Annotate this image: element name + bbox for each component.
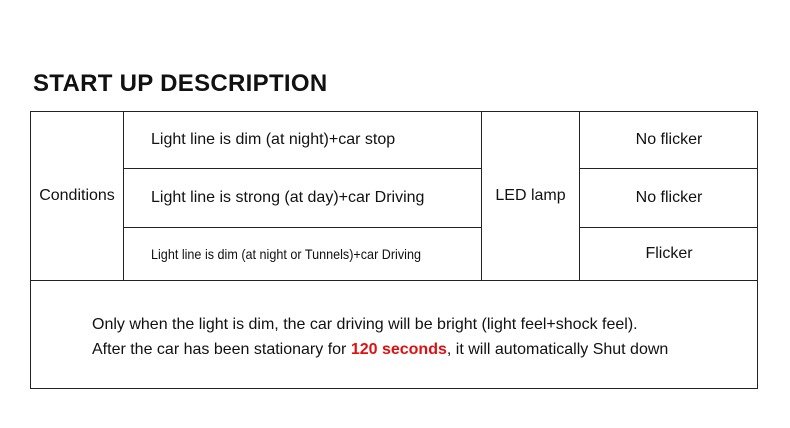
note-line-1: Only when the light is dim, the car driving will be bright (light feel+shock feel). bbox=[92, 316, 638, 333]
result-cell: No flicker bbox=[635, 131, 703, 148]
highlight-duration: 120 seconds bbox=[350, 341, 447, 358]
condition-cell-small bbox=[151, 228, 481, 280]
result-cell: No flicker bbox=[635, 189, 703, 206]
description-table bbox=[30, 111, 758, 389]
note-line-2-start: After the car has been stationary for bbox=[92, 341, 351, 358]
page-title: START UP DESCRIPTION bbox=[33, 70, 328, 97]
divider bbox=[31, 280, 758, 281]
note-line-2 bbox=[92, 337, 668, 362]
condition-cell: Light line is strong (at day)+car Driving bbox=[151, 189, 425, 206]
device-label: LED lamp bbox=[495, 187, 566, 204]
condition-cell: Light line is dim (at night)+car stop bbox=[151, 131, 396, 148]
conditions-header: Conditions bbox=[39, 187, 115, 204]
description-note bbox=[92, 312, 668, 362]
result-cell: Flicker bbox=[645, 245, 693, 262]
divider bbox=[123, 112, 124, 280]
note-line-2-end: , it will automatically Shut down bbox=[446, 341, 669, 358]
condition-text: Light line is dim (at night or Tunnels)+car Driving bbox=[151, 246, 421, 262]
